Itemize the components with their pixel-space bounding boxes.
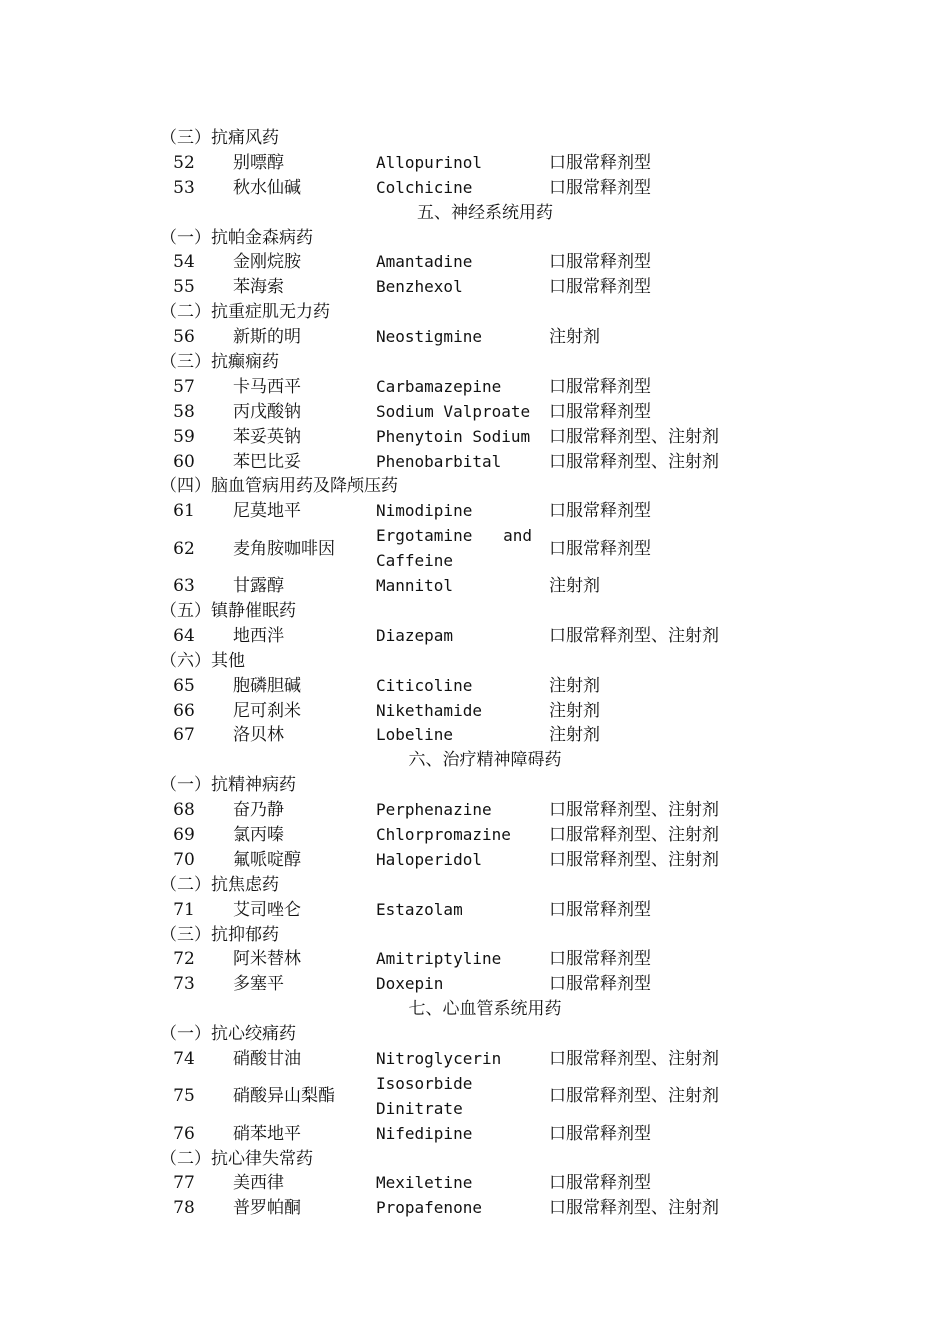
drug-chinese-name: 尼可刹米 [233,700,301,721]
drug-dosage-form: 注射剂 [549,327,600,348]
drug-row [160,250,760,275]
drug-number: 57 [173,376,195,397]
section-heading [160,201,760,226]
drug-row [160,325,760,350]
drug-dosage-form: 口服常释剂型 [549,152,651,173]
category-label: （三）抗抑郁药 [160,924,279,945]
drug-english-name: Ergotamine and Caffeine [376,526,532,571]
drug-row [160,375,760,400]
drug-row [160,499,760,524]
drug-row [160,972,760,997]
drug-list-document [160,126,760,1221]
category-label: （六）其他 [160,650,245,671]
drug-english-name: Mexiletine [376,1173,473,1193]
drug-english-name: Neostigmine [376,327,482,347]
drug-chinese-name: 氟哌啶醇 [233,849,301,870]
drug-number: 75 [173,1086,195,1107]
category-label: （一）抗帕金森病药 [160,227,313,248]
drug-chinese-name: 卡马西平 [233,376,301,397]
category-label: （二）抗心律失常药 [160,1148,313,1169]
drug-english-name: Diazepam [376,625,454,645]
category-heading [160,226,760,251]
drug-number: 68 [173,800,195,821]
section-heading [160,748,760,773]
drug-number: 72 [173,949,195,970]
drug-row [160,798,760,823]
drug-dosage-form: 口服常释剂型、注射剂 [549,451,719,472]
category-label: （三）抗痛风药 [160,128,279,148]
drug-english-name: Benzhexol [376,277,463,297]
drug-number: 69 [173,824,195,845]
category-heading [160,1022,760,1047]
category-heading [160,1147,760,1172]
drug-dosage-form: 口服常释剂型、注射剂 [549,1086,719,1107]
drug-chinese-name: 多塞平 [233,974,284,995]
drug-dosage-form: 注射剂 [549,675,600,696]
drug-english-name: Propafenone [376,1198,482,1218]
drug-english-name: Nikethamide [376,700,482,720]
section-heading [160,997,760,1022]
drug-english-name: Carbamazepine [376,376,502,396]
drug-english-name: Nifedipine [376,1123,473,1143]
category-heading [160,126,760,151]
drug-number: 66 [173,700,195,721]
drug-chinese-name: 硝苯地平 [233,1123,301,1144]
drug-dosage-form: 口服常释剂型 [549,177,651,198]
drug-number: 58 [173,401,195,422]
drug-dosage-form: 口服常释剂型、注射剂 [549,625,719,646]
drug-row [160,400,760,425]
drug-dosage-form: 口服常释剂型、注射剂 [549,800,719,821]
drug-dosage-form: 口服常释剂型 [549,376,651,397]
drug-row [160,699,760,724]
drug-chinese-name: 新斯的明 [233,327,301,348]
drug-english-name: Estazolam [376,899,463,919]
drug-english-name: Allopurinol [376,152,482,172]
drug-row [160,624,760,649]
drug-dosage-form: 注射剂 [549,700,600,721]
drug-english-name: Sodium Valproate [376,401,531,421]
drug-row [160,1047,760,1072]
drug-row [160,275,760,300]
drug-chinese-name: 胞磷胆碱 [233,675,301,696]
category-label: （五）镇静催眠药 [160,600,296,621]
drug-number: 65 [173,675,195,696]
drug-dosage-form: 口服常释剂型 [549,538,651,559]
drug-chinese-name: 美西律 [233,1173,284,1194]
drug-number: 78 [173,1198,195,1219]
drug-english-name: Perphenazine [376,800,492,820]
category-heading [160,474,760,499]
drug-chinese-name: 硝酸甘油 [233,1048,301,1069]
drug-number: 62 [173,538,195,559]
category-heading [160,923,760,948]
section-title: 五、神经系统用药 [417,202,553,223]
drug-number: 61 [173,501,195,522]
drug-english-name: Doxepin [376,974,444,994]
drug-dosage-form: 口服常释剂型 [549,1123,651,1144]
drug-number: 59 [173,426,195,447]
drug-row [160,848,760,873]
category-heading [160,300,760,325]
drug-row [160,425,760,450]
drug-dosage-form: 注射剂 [549,576,600,597]
drug-chinese-name: 艾司唑仑 [233,899,301,920]
drug-row [160,674,760,699]
drug-row [160,898,760,923]
drug-dosage-form: 口服常释剂型 [549,252,651,273]
drug-chinese-name: 金刚烷胺 [233,252,301,273]
drug-number: 64 [173,625,195,646]
drug-chinese-name: 麦角胺咖啡因 [233,538,335,559]
drug-row [160,723,760,748]
drug-number: 70 [173,849,195,870]
drug-chinese-name: 硝酸异山梨酯 [233,1086,335,1107]
drug-number: 54 [173,252,195,273]
drug-number: 55 [173,277,195,298]
drug-number: 73 [173,974,195,995]
drug-english-name: Nimodipine [376,501,473,521]
category-label: （四）脑血管病用药及降颅压药 [160,476,398,497]
drug-english-name: Isosorbide Dinitrate [376,1073,473,1118]
drug-english-name: Phenytoin Sodium [376,426,531,446]
drug-dosage-form: 口服常释剂型 [549,501,651,522]
drug-chinese-name: 尼莫地平 [233,501,301,522]
drug-english-name: Chlorpromazine [376,824,511,844]
drug-dosage-form: 口服常释剂型、注射剂 [549,426,719,447]
drug-dosage-form: 口服常释剂型 [549,401,651,422]
drug-row [160,1196,760,1221]
drug-chinese-name: 奋乃静 [233,800,284,821]
drug-chinese-name: 丙戊酸钠 [233,401,301,422]
category-heading [160,649,760,674]
category-heading [160,350,760,375]
drug-dosage-form: 注射剂 [549,725,600,746]
drug-row [160,524,760,574]
category-heading [160,599,760,624]
drug-english-name: Lobeline [376,725,454,745]
drug-english-name: Haloperidol [376,849,482,869]
drug-number: 74 [173,1048,195,1069]
drug-english-name: Amantadine [376,252,473,272]
drug-dosage-form: 口服常释剂型、注射剂 [549,1048,719,1069]
drug-chinese-name: 秋水仙碱 [233,177,301,198]
drug-chinese-name: 洛贝林 [233,725,284,746]
drug-english-name: Nitroglycerin [376,1048,502,1068]
section-title: 六、治疗精神障碍药 [408,750,562,771]
drug-chinese-name: 地西泮 [233,625,284,646]
drug-dosage-form: 口服常释剂型 [549,899,651,920]
drug-english-name: Amitriptyline [376,949,502,969]
drug-chinese-name: 苯妥英钠 [233,426,301,447]
category-label: （二）抗焦虑药 [160,874,279,895]
drug-dosage-form: 口服常释剂型 [549,949,651,970]
drug-chinese-name: 别嘌醇 [233,152,284,173]
drug-dosage-form: 口服常释剂型 [549,1173,651,1194]
drug-chinese-name: 苯海索 [233,277,284,298]
category-label: （二）抗重症肌无力药 [160,302,330,323]
drug-dosage-form: 口服常释剂型、注射剂 [549,849,719,870]
drug-row [160,574,760,599]
drug-english-name: Mannitol [376,576,454,596]
drug-number: 63 [173,576,195,597]
drug-row [160,1122,760,1147]
drug-chinese-name: 阿米替林 [233,949,301,970]
drug-chinese-name: 甘露醇 [233,576,284,597]
drug-row [160,176,760,201]
drug-row [160,947,760,972]
category-heading [160,773,760,798]
category-label: （一）抗心绞痛药 [160,1024,296,1045]
drug-row [160,151,760,176]
drug-dosage-form: 口服常释剂型 [549,974,651,995]
drug-number: 56 [173,327,195,348]
drug-row [160,823,760,848]
drug-english-name: Citicoline [376,675,473,695]
drug-number: 53 [173,177,195,198]
drug-chinese-name: 苯巴比妥 [233,451,301,472]
category-label: （一）抗精神病药 [160,775,296,796]
drug-number: 67 [173,725,195,746]
drug-chinese-name: 普罗帕酮 [233,1198,301,1219]
section-title: 七、心血管系统用药 [408,999,562,1020]
drug-english-name: Phenobarbital [376,451,502,471]
drug-row [160,1072,760,1122]
drug-number: 77 [173,1173,195,1194]
drug-dosage-form: 口服常释剂型、注射剂 [549,1198,719,1219]
drug-number: 60 [173,451,195,472]
drug-dosage-form: 口服常释剂型、注射剂 [549,824,719,845]
drug-english-name: Colchicine [376,177,473,197]
drug-number: 71 [173,899,195,920]
drug-number: 76 [173,1123,195,1144]
drug-dosage-form: 口服常释剂型 [549,277,651,298]
drug-chinese-name: 氯丙嗪 [233,824,284,845]
category-label: （三）抗癫痫药 [160,352,279,373]
category-heading [160,873,760,898]
drug-row [160,1171,760,1196]
drug-row [160,450,760,475]
drug-number: 52 [173,152,195,173]
